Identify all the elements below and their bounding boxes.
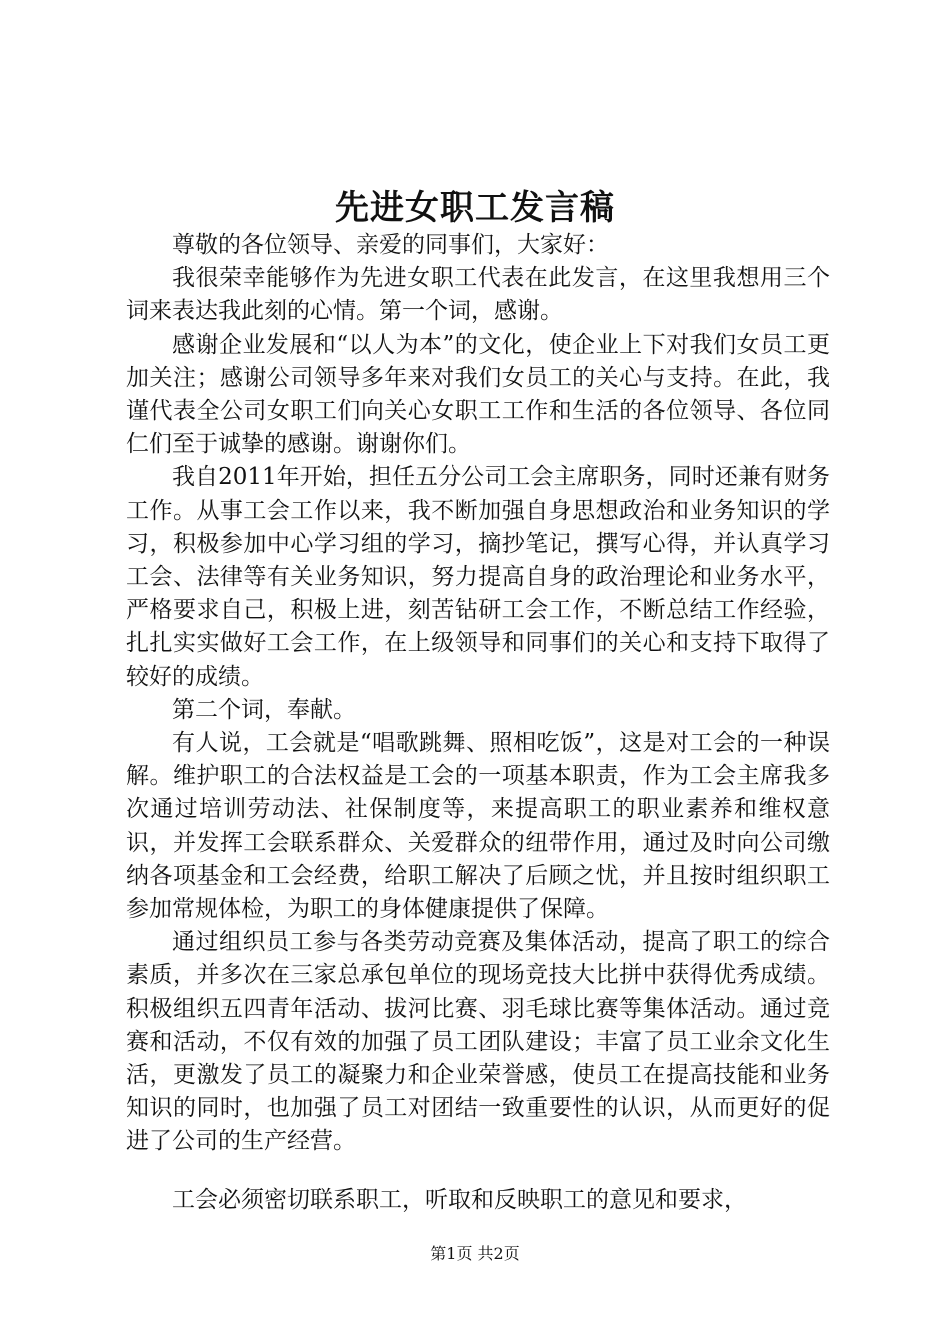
- paragraph-union-duties: 有人说，工会就是“唱歌跳舞、照相吃饭”，这是对工会的一种误解。维护职工的合法权益是工会的一项基本职责，作为工会主席我多次通过培训劳动法、社保制度等，来提高职工的职业素养和维权意识，并发挥工会联系群众、关爱群众的纽带作用，通过及时向公司缴纳各项基金和工会经费，给职工解决了后顾之忧，并且按时组织职工参加常规体检，为职工的身体健康提供了保障。: [126, 730, 830, 923]
- paragraph-activities: 通过组织员工参与各类劳动竞赛及集体活动，提高了职工的综合素质，并多次在三家总承包单位的现场竞技大比拼中获得优秀成绩。积极组织五四青年活动、拔河比赛、羽毛球比赛等集体活动。通过竞赛和活动，不仅有效的加强了员工团队建设；丰富了员工业余文化生活，更激发了员工的凝聚力和企业荣誉感，使员工在提高技能和业务知识的同时，也加强了员工对团结一致重要性的认识，从而更好的促进了公司的生产经营。: [126, 929, 830, 1155]
- page-footer: 第1页 共2页: [430, 1244, 520, 1263]
- paragraph-second-word: 第二个词，奉献。: [172, 696, 356, 723]
- paragraph-thanks: 感谢企业发展和“以人为本”的文化，使企业上下对我们女员工更加关注；感谢公司领导多年来对我们女员工的关心与支持。在此，我谨代表全公司女职工们向关心女职工工作和生活的各位领导、各位同仁们至于诚挚的感谢。谢谢你们。: [126, 331, 830, 458]
- paragraph-intro: 我很荣幸能够作为先进女职工代表在此发言，在这里我想用三个词来表达我此刻的心情。第一个词，感谢。: [126, 265, 830, 325]
- document-title: 先进女职工发言稿: [335, 188, 615, 228]
- paragraph-greeting: 尊敬的各位领导、亲爱的同事们，大家好：: [172, 232, 609, 258]
- paragraph-work-history: 我自2011年开始，担任五分公司工会主席职务，同时还兼有财务工作。从事工会工作以来，我不断加强自身思想政治和业务知识的学习，积极参加中心学习组的学习，摘抄笔记，撰写心得，并认真学习工会、法律等有关业务知识，努力提高自身的政治理论和业务水平，严格要求自己，积极上进，刻苦钻研工会工作，不断总结工作经验，扎扎实实做好工会工作，在上级领导和同事们的关心和支持下取得了较好的成绩。: [126, 464, 830, 690]
- document-body: [126, 229, 830, 1217]
- paragraph-contact-workers: 工会必须密切联系职工，听取和反映职工的意见和要求，: [172, 1186, 747, 1213]
